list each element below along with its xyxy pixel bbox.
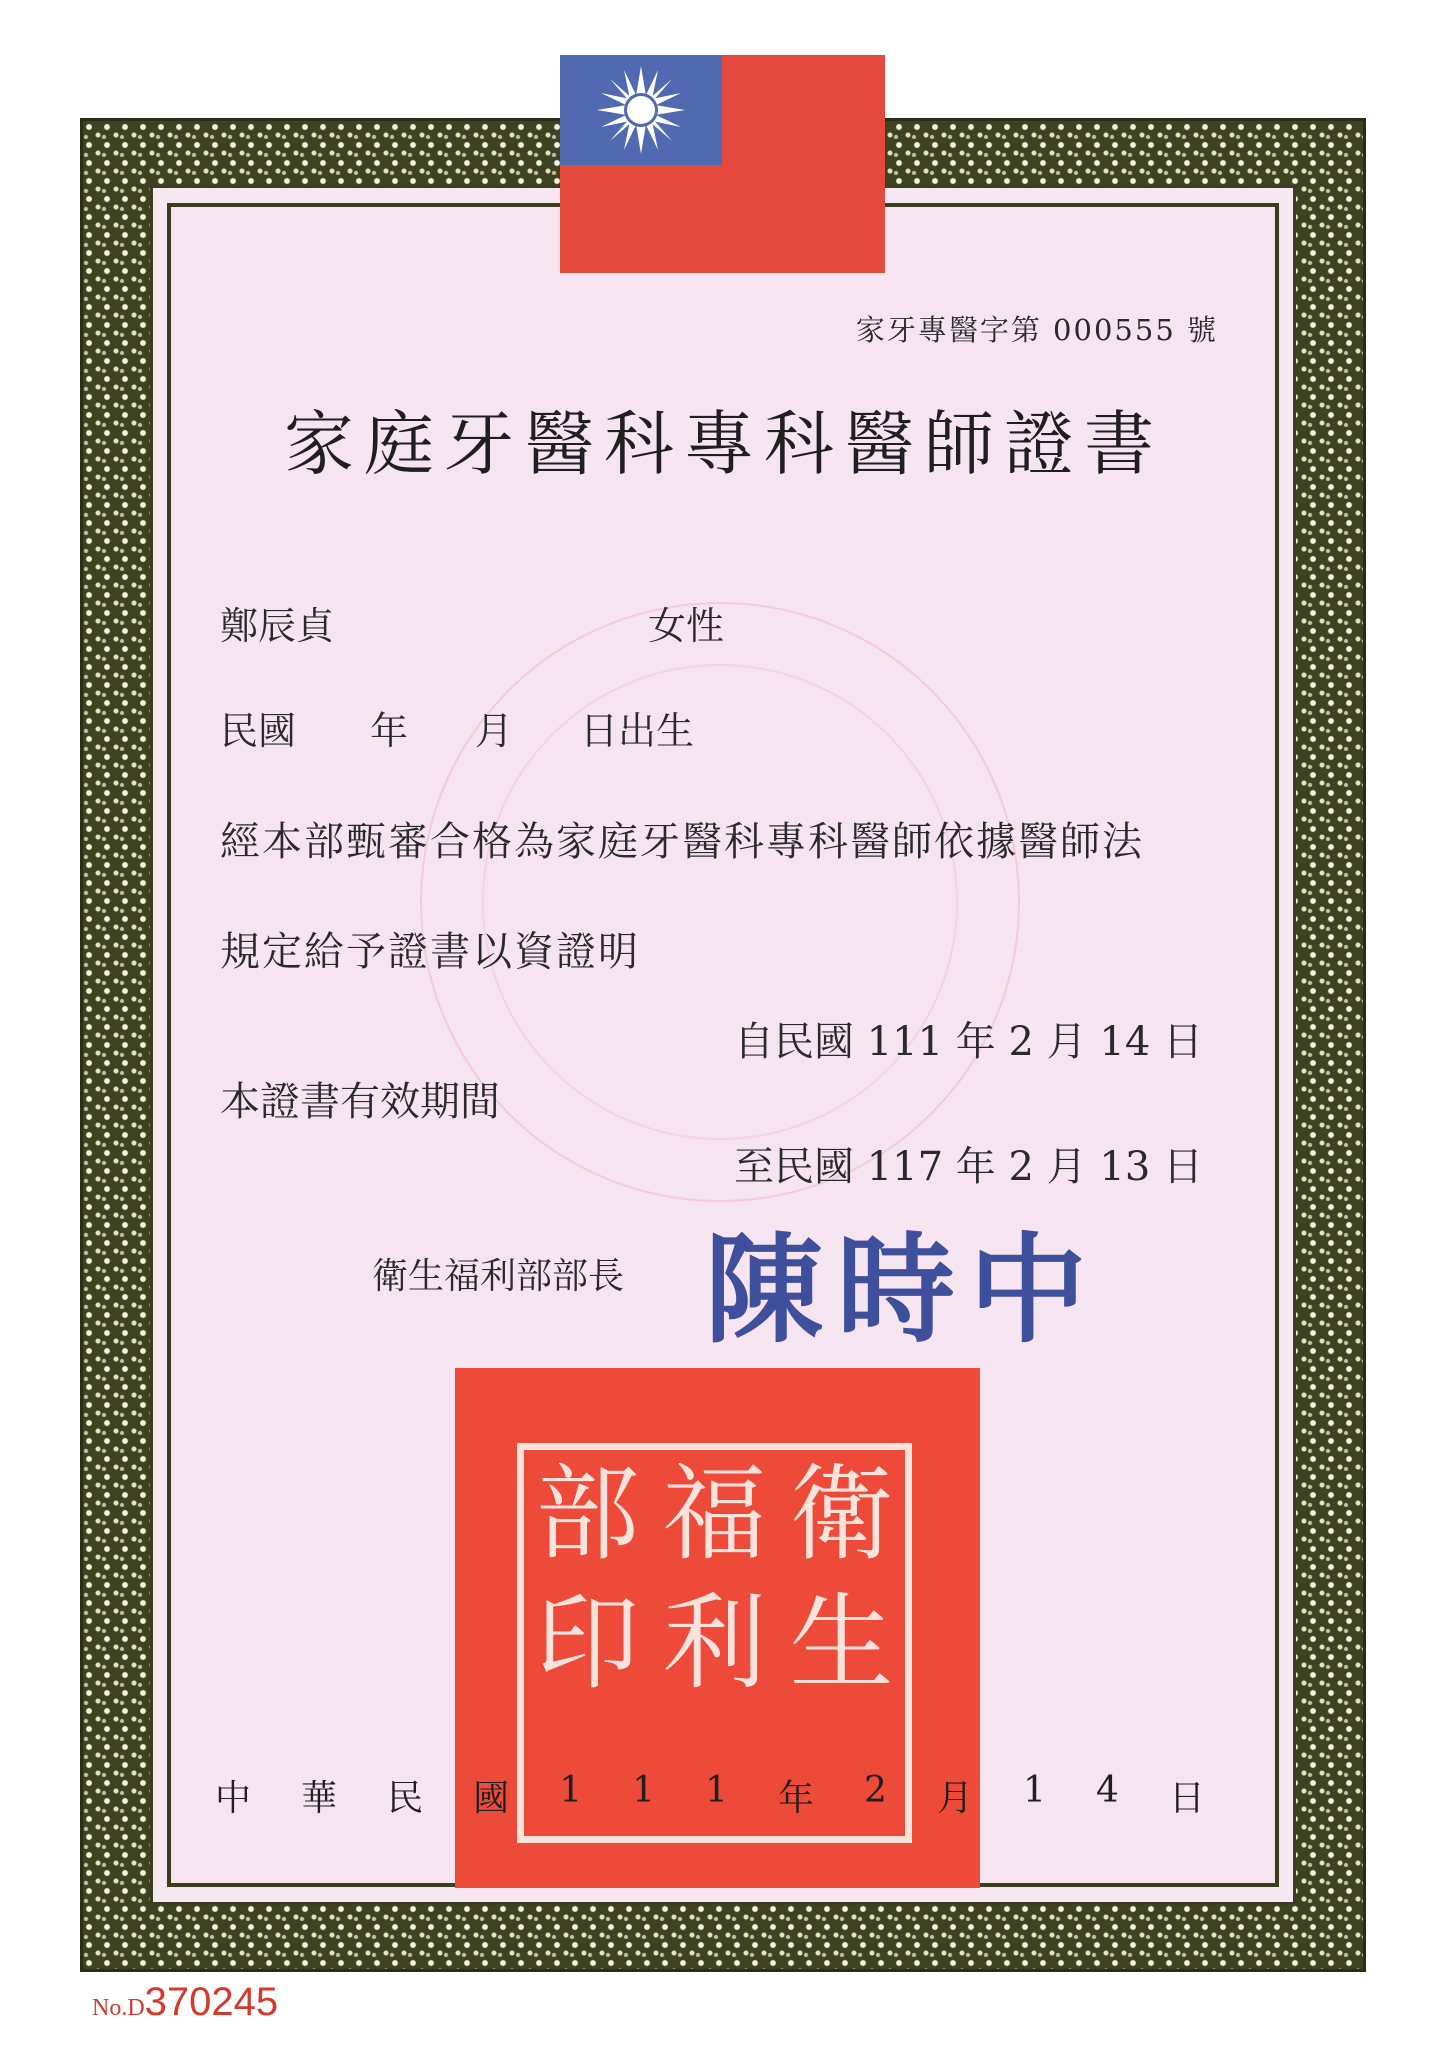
validity-label: 本證書有效期間 <box>220 1079 500 1125</box>
flag-canton <box>560 55 722 165</box>
issue-date-char: 華 <box>301 1778 338 1819</box>
certificate-title: 家庭牙醫科專科醫師證書 <box>284 403 1164 485</box>
certificate-number: 家牙專醫字第 000555 號 <box>855 313 1218 347</box>
body-text-line-1: 經本部甄審合格為家庭牙醫科專科醫師依據醫師法 <box>220 819 1144 865</box>
seal-char: 福 <box>662 1453 767 1575</box>
seal-char: 印 <box>535 1581 640 1704</box>
birth-year-label: 年 <box>370 709 409 753</box>
birth-day-label: 日出生 <box>580 709 695 753</box>
issue-date-char: 國 <box>473 1778 510 1819</box>
white-sun-icon <box>597 66 685 154</box>
holder-gender: 女性 <box>648 604 725 648</box>
seal-char: 部 <box>535 1453 640 1575</box>
issue-date-char: 月 <box>936 1778 973 1819</box>
seal-char: 衛 <box>789 1453 894 1575</box>
issue-date-char: 1 <box>1023 1770 1046 1811</box>
issue-date-char: 1 <box>632 1770 656 1811</box>
birth-line <box>220 700 694 755</box>
issue-date-char: 民 <box>387 1778 424 1819</box>
issue-date-char: 2 <box>864 1770 887 1811</box>
issue-date <box>215 1770 1205 1821</box>
issue-date-char: 1 <box>705 1770 728 1811</box>
minister-signature: 陳時中 <box>705 1220 1102 1359</box>
serial-prefix: No.D <box>92 1995 145 2021</box>
birth-month-label: 月 <box>475 709 514 753</box>
serial-value: 370245 <box>144 1980 279 2024</box>
issue-date-char: 4 <box>1095 1770 1119 1811</box>
seal-char: 利 <box>662 1581 767 1704</box>
minister-title: 衛生福利部部長 <box>372 1256 625 1297</box>
serial-number <box>92 1980 278 2025</box>
issue-date-char: 年 <box>778 1778 815 1819</box>
issue-date-char: 日 <box>1168 1778 1205 1819</box>
birth-era: 民國 <box>220 709 297 753</box>
seal-char: 生 <box>789 1581 894 1704</box>
validity-start: 自民國 111 年 2 月 14 日 <box>734 1019 1203 1065</box>
body-text-line-2: 規定給予證書以資證明 <box>220 929 640 975</box>
holder-name: 鄭辰貞 <box>220 604 335 648</box>
validity-end: 至民國 117 年 2 月 13 日 <box>734 1144 1203 1190</box>
issue-date-char: 中 <box>215 1778 252 1819</box>
issue-date-char: 1 <box>559 1770 583 1811</box>
national-flag <box>560 55 885 273</box>
